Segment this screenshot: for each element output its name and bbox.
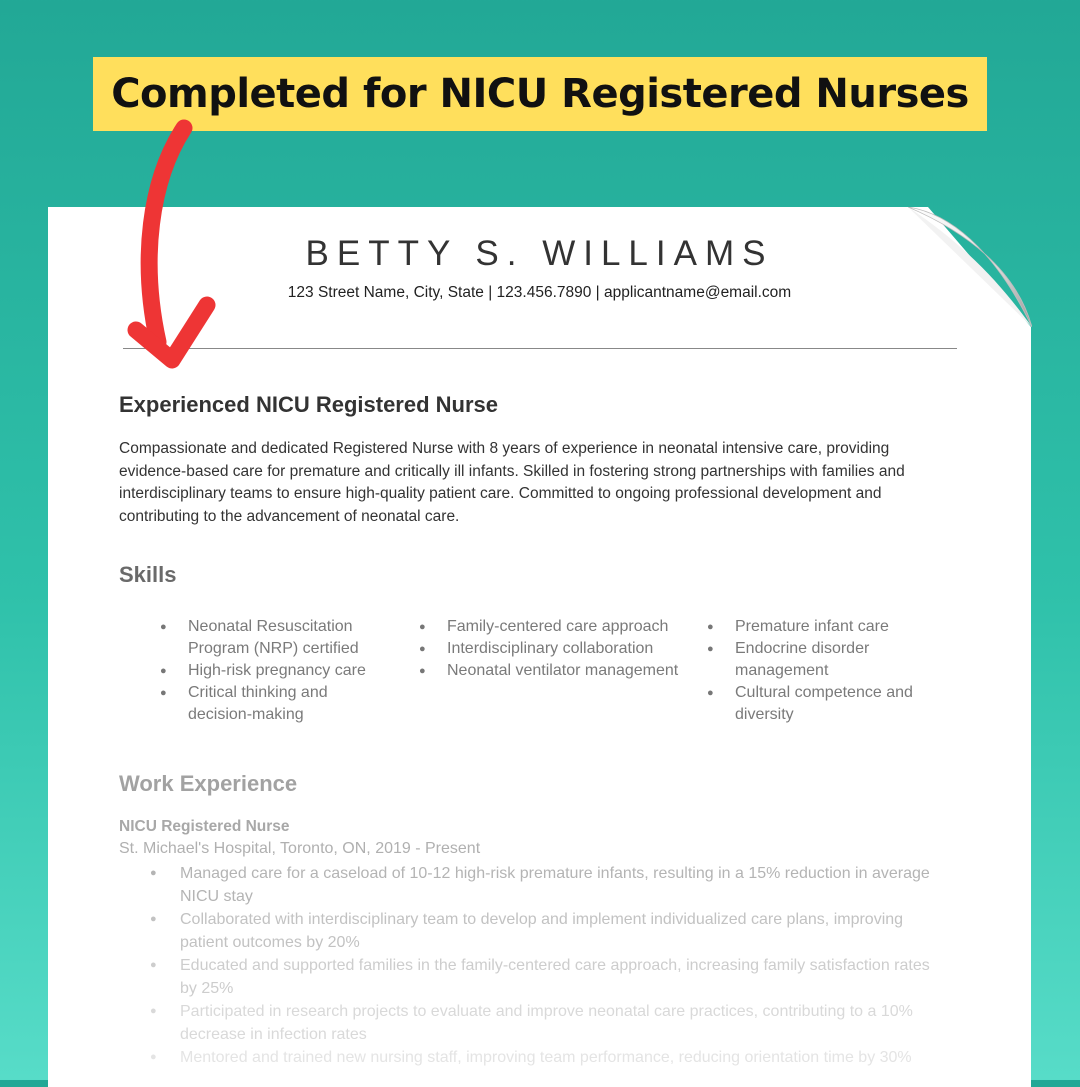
skill-item: ● Endocrine disorder management xyxy=(707,638,947,682)
skills-title: Skills xyxy=(119,562,177,587)
skill-item: ● High-risk pregnancy care xyxy=(160,660,390,682)
skill-item: ● Interdisciplinary collaboration xyxy=(419,638,679,660)
skill-item: ● Neonatal ventilator management xyxy=(419,660,679,682)
work-experience-title: Work Experience xyxy=(119,771,298,796)
duty-item: ● Educated and supported families in the family-centered care approach, increasing family satisfaction rates by 25% xyxy=(150,954,950,1000)
skill-item: ● Critical thinking and decision-making xyxy=(160,682,390,726)
duty-item: ● Mentored and trained new nursing staff, improving team performance, reducing orientation time by 30% xyxy=(150,1046,950,1069)
resume-summary: Compassionate and dedicated Registered Nurse with 8 years of experience in neonatal intensive care, providing evidence-based care for premature and critically ill infants. Skilled in fostering strong partnerships with families and interdisciplinary teams to ensure high-quality patient care. Committed to ongoing professional development and contributing to the advancement of neonatal care. xyxy=(119,440,905,525)
job-meta: St. Michael's Hospital, Toronto, ON, 2019 - Present xyxy=(119,840,481,857)
resume-contact: 123 Street Name, City, State | 123.456.7890 | applicantname@email.com xyxy=(287,284,792,301)
job-duties xyxy=(150,862,950,1069)
skills-column-2 xyxy=(419,616,679,682)
banner-text: Completed for NICU Registered Nurses xyxy=(111,71,969,117)
resume-headline: Experienced NICU Registered Nurse xyxy=(119,392,499,417)
job-title: NICU Registered Nurse xyxy=(119,818,290,835)
skill-item: ● Neonatal Resuscitation Program (NRP) certified xyxy=(160,616,390,660)
duty-item: ● Managed care for a caseload of 10-12 high-risk premature infants, resulting in a 15% reduction in average NICU stay xyxy=(150,862,950,908)
banner xyxy=(93,57,987,131)
skill-item: ● Family-centered care approach xyxy=(419,616,679,638)
duty-item: ● Collaborated with interdisciplinary team to develop and implement individualized care plans, improving patient outcomes by 20% xyxy=(150,908,950,954)
skill-item: ● Premature infant care xyxy=(707,616,947,638)
skill-item: ● Cultural competence and diversity xyxy=(707,682,947,726)
skills-column-3 xyxy=(707,616,947,726)
duty-item: ● Participated in research projects to evaluate and improve neonatal care practices, contributing to a 10% decrease in infection rates xyxy=(150,1000,950,1046)
resume-name: BETTY S. WILLIAMS xyxy=(305,234,774,273)
skills-column-1 xyxy=(160,616,390,726)
divider xyxy=(123,348,957,349)
